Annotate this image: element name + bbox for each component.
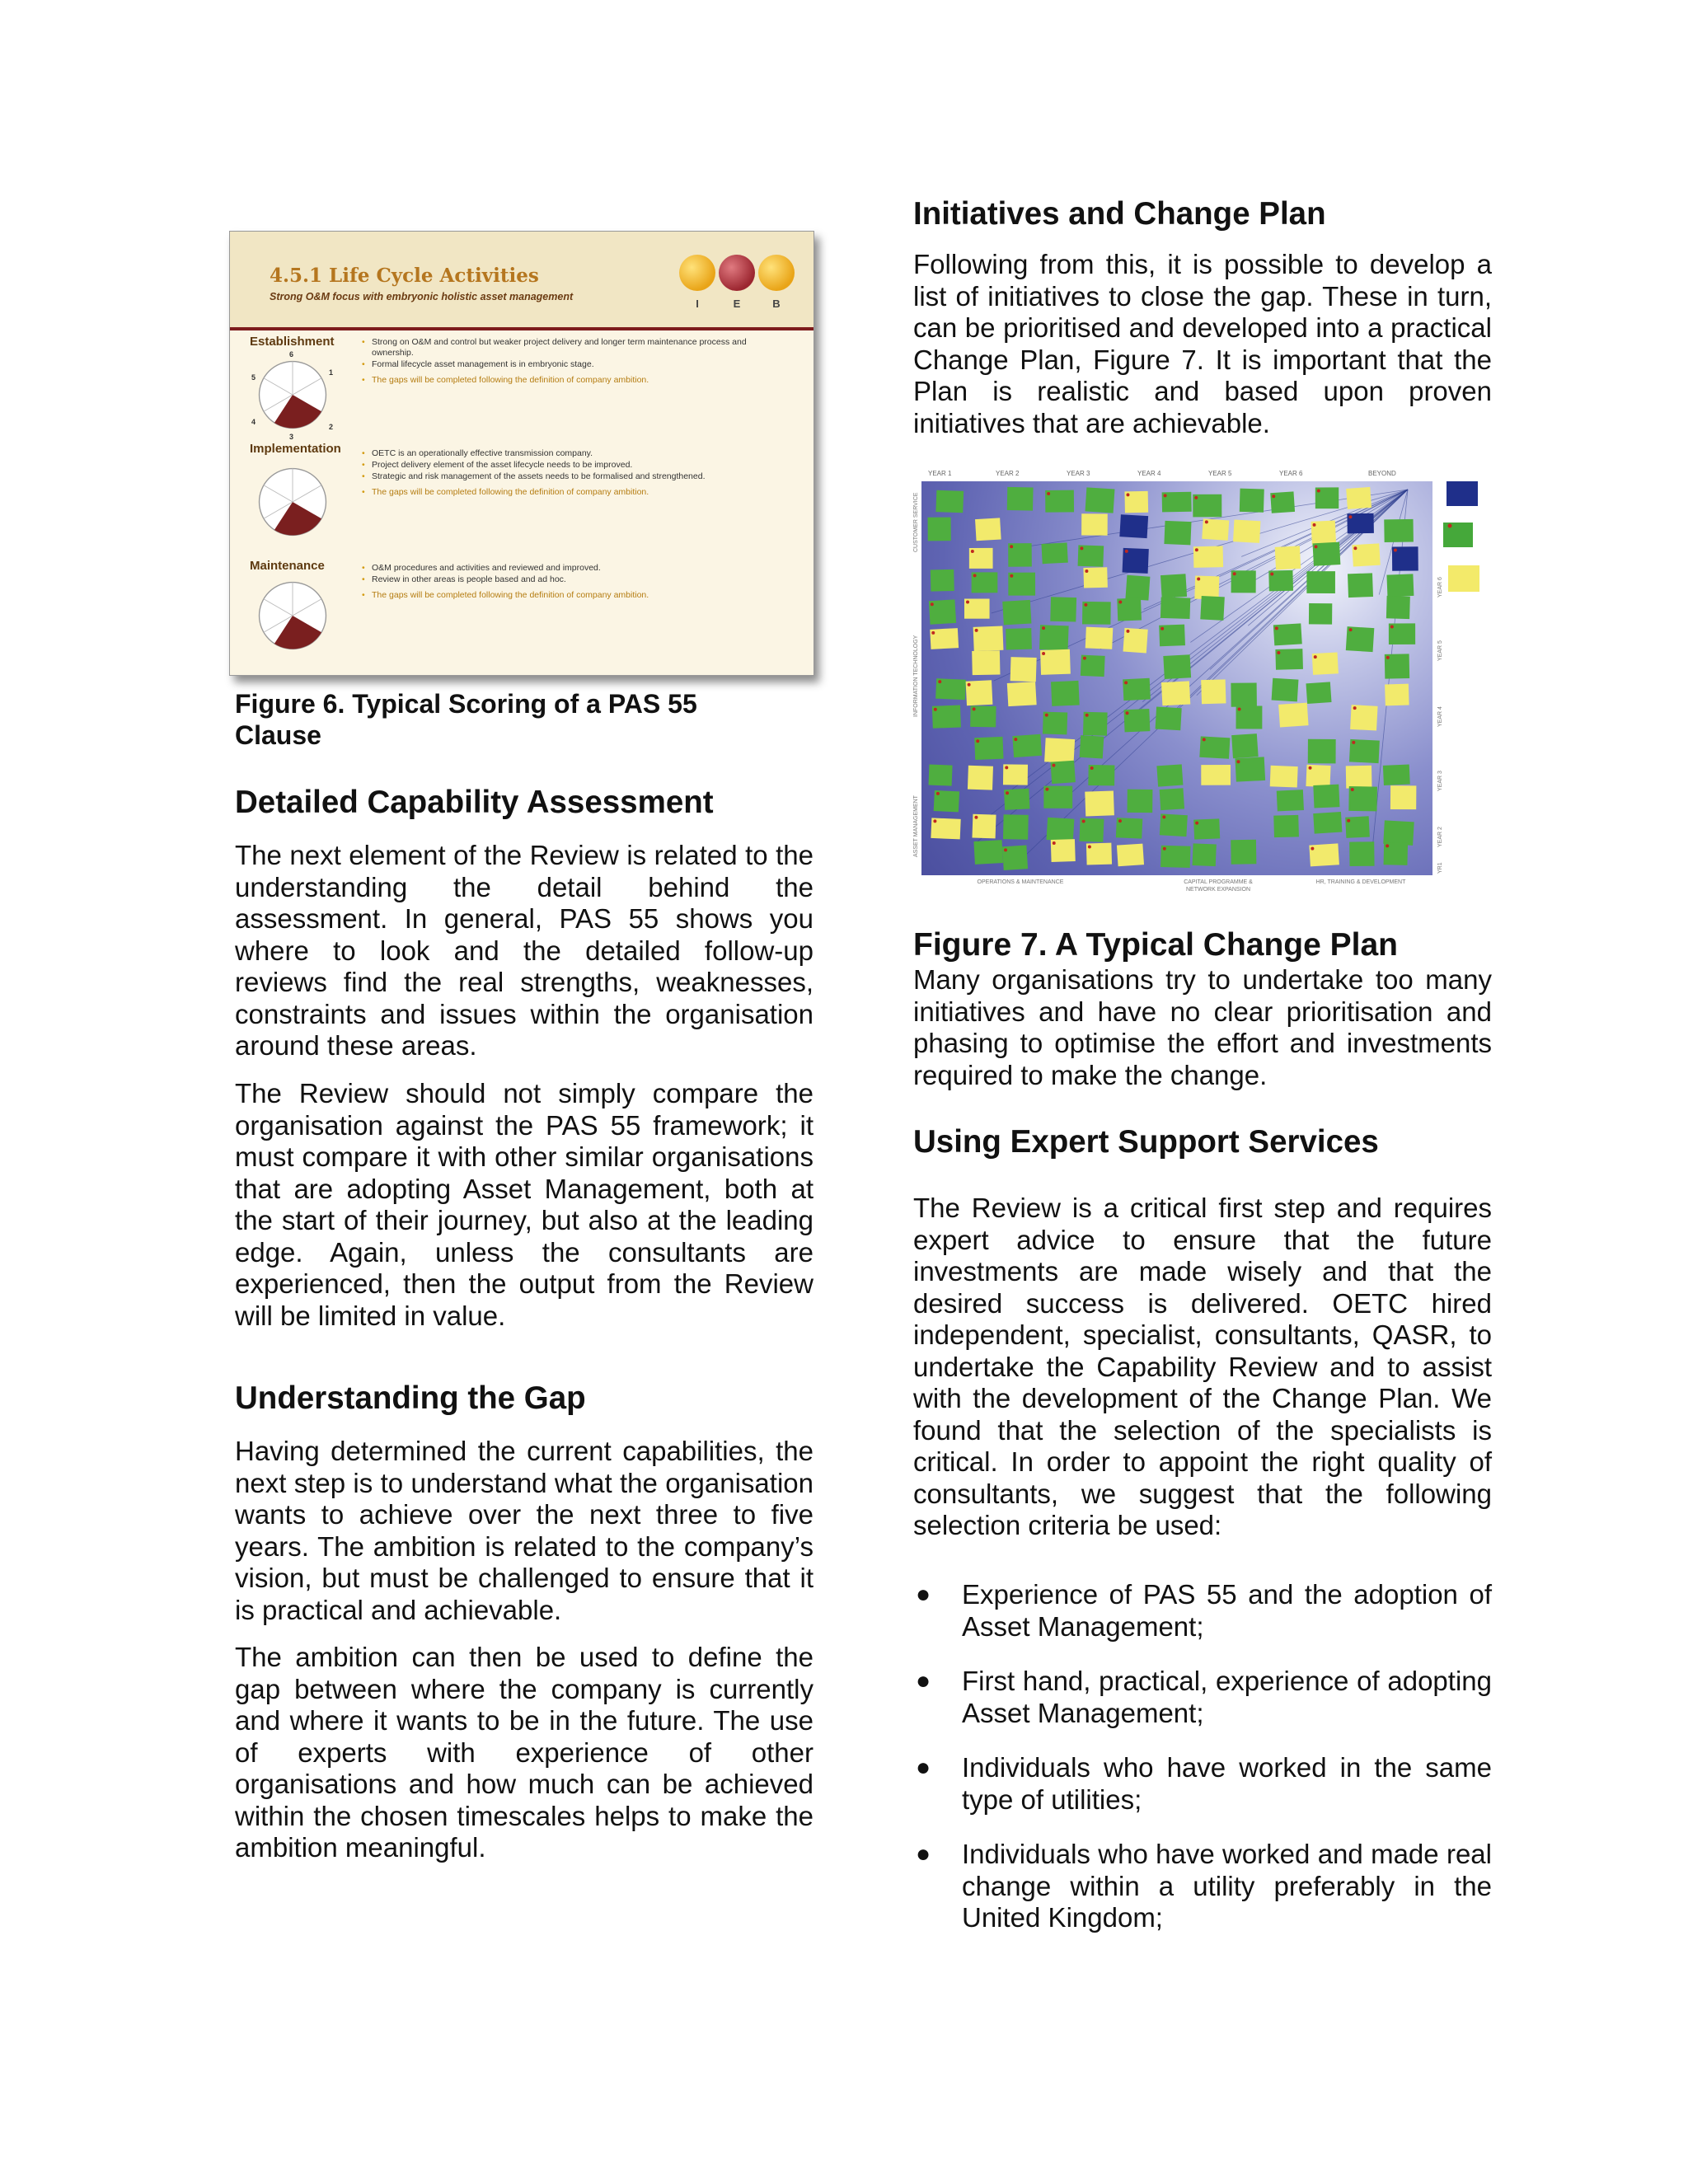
pin [1004, 848, 1007, 851]
list-item: • Strategic and risk management of the assets needs to be formalised and strengthened. [362, 471, 790, 482]
list-item: • The gaps will be completed following the definition of company ambition. [362, 487, 790, 498]
list-item: • OETC is an operationally effective transmission company. [362, 448, 790, 459]
change-plan-board [921, 481, 1432, 875]
pin [1118, 600, 1122, 603]
pin [1270, 573, 1273, 576]
sticky-note [1081, 513, 1108, 535]
list-item [913, 1579, 1492, 1643]
paragraph-detailed-1: The next element of the Review is related to the understanding the detail behind the assessment. In general, PAS 55 shows you where to look and the detailed follow-up reviews find the real strengths, weaknesses, constraints and issues within the organisation around these areas. [235, 840, 814, 1061]
list-item [913, 1839, 1492, 1934]
sticky-note [1275, 546, 1301, 569]
pin [1353, 546, 1357, 550]
sticky-note [1002, 600, 1031, 625]
pin [1390, 625, 1394, 628]
list-item: • Project delivery element of the asset lifecycle needs to be improved. [362, 460, 790, 471]
sticky-note [1352, 543, 1380, 566]
pin [1205, 520, 1208, 523]
pin [931, 631, 935, 635]
sticky-note [1003, 814, 1029, 840]
pin [1010, 574, 1013, 578]
pie-scale-labels [230, 232, 814, 675]
year-label: YEAR 1 [928, 470, 952, 477]
right-side-label: YEAR 5 [1437, 640, 1443, 661]
year-label: YEAR 6 [1279, 470, 1303, 477]
sticky-note [1125, 575, 1150, 601]
pie-scale-label: 4 [251, 418, 256, 426]
pin [1394, 549, 1397, 552]
pin [1233, 572, 1236, 575]
sticky-note [1390, 785, 1416, 809]
sticky-note [1046, 818, 1074, 841]
pin [1347, 819, 1350, 823]
section-establishment-title: Establishment [250, 335, 335, 349]
pin [1272, 494, 1275, 498]
sticky-note [1160, 597, 1190, 619]
pin [1203, 738, 1206, 741]
pin [1195, 548, 1198, 551]
pie-scale-label: 1 [329, 368, 334, 377]
pin [936, 792, 940, 795]
pin [973, 707, 976, 710]
sticky-note [1007, 682, 1037, 706]
pin [1313, 523, 1316, 527]
criterion-text: Individuals who have worked in the same type of utilities; [962, 1752, 1492, 1815]
sticky-note [1346, 766, 1372, 789]
pie-scale-label: 2 [329, 423, 334, 431]
sticky-note [1050, 597, 1076, 621]
pin [1162, 815, 1165, 818]
sticky-note [1119, 514, 1148, 538]
pin [1386, 844, 1389, 847]
sticky-note [1160, 574, 1187, 598]
sticky-note [935, 490, 964, 513]
sticky-note [1348, 573, 1373, 598]
list-item [913, 1752, 1492, 1816]
sticky-note [968, 766, 993, 790]
side-notes [1437, 478, 1494, 626]
pin [1163, 847, 1166, 851]
figure-6-subtitle: Strong O&M focus with embryonic holistic asset management [270, 291, 574, 302]
sticky-note [1161, 681, 1190, 705]
right-side-label: YR1 [1437, 862, 1443, 874]
criterion-text: First hand, practical, experience of adopting Asset Management; [962, 1666, 1492, 1728]
paragraph-initiatives: Following from this, it is possible to develop a list of initiatives to close the gap. These in turn, can be prioritised and developed into a practical Change Plan, Figure 7. It is important that the Plan is realistic and based upon proven initiatives that are achievable. [913, 249, 1492, 438]
pin [971, 550, 974, 553]
pin [1010, 545, 1013, 548]
pin [1006, 791, 1009, 794]
sticky-note [1277, 790, 1304, 811]
sticky-note [973, 840, 1003, 865]
sticky-note [1012, 734, 1042, 757]
sticky-note [1085, 627, 1114, 649]
sticky-note [928, 765, 952, 786]
pin [1085, 569, 1088, 573]
footer-label: HR, TRAINING & DEVELOPMENT [1315, 879, 1406, 885]
paragraph-gap-1: Having determined the current capabilities, the next step is to understand what the organisation wants to achieve over the next three to five years. The ambition is related to the company’s vision, but must be challenged to ensure that it is practical and achievable. [235, 1436, 814, 1625]
list-item: • The gaps will be completed following the definition of company ambition. [362, 375, 790, 386]
pie-scale-label: 6 [289, 350, 294, 359]
sticky-note [1200, 596, 1225, 621]
figure-6-title: 4.5.1 Life Cycle Activities [270, 265, 539, 287]
sticky-note [1386, 596, 1410, 619]
legend-b: B [772, 298, 781, 310]
sticky-note [928, 518, 951, 541]
paragraph-gap-2: The ambition can then be used to define the gap between where the company is currently and where it wants to be in the future. The use of experts with experience of other organisations and how much can be achieved within the chosen timescales helps to make the ambition meaningful. [235, 1642, 814, 1863]
sticky-note [1156, 764, 1183, 786]
sticky-note [1270, 766, 1298, 788]
pin [1386, 656, 1390, 659]
pin [1126, 493, 1129, 496]
pin [975, 629, 978, 632]
pin [1238, 707, 1241, 710]
pin [1352, 741, 1355, 744]
year-label: YEAR 3 [1067, 470, 1090, 477]
sticky-note [1309, 603, 1332, 625]
pin [933, 819, 936, 823]
pin [1309, 766, 1312, 770]
pin [968, 683, 971, 687]
pin [1236, 760, 1240, 763]
sticky-note [1278, 703, 1308, 728]
pin [1088, 845, 1091, 848]
sticky-note [1085, 790, 1114, 816]
sticky-note [931, 569, 954, 592]
sticky-note [1231, 840, 1256, 865]
bullet-dot: ● [916, 1581, 931, 1608]
figure-7-caption: Figure 7. A Typical Change Plan [913, 927, 1399, 963]
year-label: YEAR 4 [1137, 470, 1161, 477]
sticky-note [1006, 628, 1032, 649]
figure-7-image [913, 470, 1494, 894]
sticky-note [1231, 733, 1259, 758]
sticky-note [1160, 788, 1184, 810]
sticky-note [1128, 790, 1153, 813]
sticky-note [1117, 844, 1144, 867]
pie-scale-label: 3 [289, 433, 294, 441]
sticky-note [1384, 519, 1414, 542]
sticky-note [1386, 574, 1414, 597]
pin [934, 708, 937, 711]
pin [1053, 841, 1056, 845]
list-item: • Review in other areas is people based and ad hoc. [362, 574, 790, 585]
list-item: • Strong on O&M and control but weaker project delivery and longer term maintenance process and ownership. [362, 337, 790, 359]
connector-line [975, 490, 1408, 844]
year-label: YEAR 2 [996, 470, 1020, 477]
pin [966, 601, 969, 604]
sticky-note [1233, 520, 1260, 543]
pin [1014, 738, 1017, 741]
sticky-note [975, 518, 1001, 541]
sticky-note [1272, 678, 1299, 702]
sticky-note [1231, 682, 1257, 706]
pin [1315, 545, 1318, 548]
footer-label: CAPITAL PROGRAMME & NETWORK EXPANSION [1184, 879, 1253, 893]
pin [976, 739, 979, 743]
pin [1126, 630, 1129, 633]
pin [1275, 626, 1278, 630]
pin [1164, 494, 1167, 497]
sticky-note [1349, 841, 1374, 866]
sticky-note [1313, 812, 1342, 834]
right-side-label: YEAR 2 [1437, 827, 1443, 847]
pin [1160, 627, 1164, 630]
sticky-note [1273, 623, 1302, 645]
sticky-note [1273, 815, 1299, 837]
pin [1124, 681, 1128, 684]
heading-understanding-gap: Understanding the Gap [235, 1380, 586, 1416]
side-label: INFORMATION TECHNOLOGY [913, 635, 919, 717]
paragraph-detailed-2: The Review should not simply compare the organisation against the PAS 55 framework; it must compare it with other similar organisations that are adopting Asset Management, both at the start of their journey, but also at the leading edge. Again, unless the consultants are experienced, then the output from the Review will be limited in value. [235, 1078, 814, 1331]
right-side-label: YEAR 4 [1437, 706, 1443, 727]
sticky-note [1383, 764, 1410, 785]
sticky-note [1164, 521, 1191, 545]
sticky-note [1085, 487, 1115, 513]
criterion-text: Experience of PAS 55 and the adoption of Asset Management; [962, 1579, 1492, 1642]
pin [1084, 603, 1087, 607]
pin [1349, 628, 1353, 631]
sticky-note [1080, 735, 1104, 758]
bullet-dot: ● [916, 1840, 931, 1868]
sticky-note [1306, 571, 1335, 593]
heading-expert-support: Using Expert Support Services [913, 1124, 1379, 1160]
pin [1314, 655, 1317, 658]
pin [1311, 847, 1314, 851]
side-label: CUSTOMER SERVICE [913, 492, 919, 552]
footer-label: OPERATIONS & MAINTENANCE [977, 879, 1064, 885]
list-item: • The gaps will be completed following the definition of company ambition. [362, 590, 790, 601]
pin [1351, 788, 1354, 791]
selection-criteria-list [913, 1579, 1492, 1957]
sticky-note [1051, 681, 1080, 706]
pin [1052, 764, 1055, 767]
pin [1045, 788, 1048, 791]
pin [1125, 550, 1128, 553]
pin [1197, 577, 1200, 580]
side-label: ASSET MANAGEMENT [913, 795, 919, 857]
heading-initiatives: Initiatives and Change Plan [913, 196, 1326, 232]
bullet-dot: ● [916, 1754, 931, 1781]
pin [1195, 822, 1198, 825]
pin [1126, 711, 1129, 715]
criterion-text: Individuals who have worked and made real change within a utility preferably in the United Kingdom; [962, 1839, 1492, 1933]
pin [974, 816, 978, 819]
sticky-note [1156, 707, 1182, 731]
legend-e: E [733, 298, 741, 310]
sticky-note [1201, 679, 1226, 704]
sticky-note [1007, 487, 1034, 511]
figure-6-caption: Figure 6. Typical Scoring of a PAS 55 Clause [235, 689, 697, 750]
list-item [913, 1666, 1492, 1729]
heading-detailed-capability: Detailed Capability Assessment [235, 785, 714, 820]
sticky-note [1309, 843, 1339, 866]
list-item: • Formal lifecycle asset management is in embryonic stage. [362, 359, 790, 370]
pie-scale-label: 5 [251, 373, 256, 382]
paragraph-after-figure-7: Many organisations try to undertake too many initiatives and have no clear prioritisation and phasing to optimise the effort and investments required to make the change. [913, 964, 1492, 1090]
pin [1090, 766, 1094, 770]
pin [1348, 515, 1352, 518]
pin [1317, 489, 1320, 492]
pin [1085, 714, 1089, 717]
sticky-note [972, 650, 1000, 675]
pin [1045, 714, 1048, 717]
sticky-note [1193, 843, 1217, 866]
pin [973, 574, 977, 577]
sticky-note [1044, 738, 1075, 763]
pin [938, 680, 941, 683]
connector-line [974, 490, 1408, 827]
right-side-label: YEAR 3 [1437, 771, 1443, 791]
bullet-dot: ● [916, 1667, 931, 1694]
year-label: BEYOND [1368, 470, 1396, 477]
pin [1353, 706, 1357, 710]
sticky-note [1383, 820, 1414, 845]
paragraph-expert-support: The Review is a critical first step and requires expert advice to ensure that the future investments are made wisely and that the desired success is delivered. OETC hired independent, specialist, consultants, QASR, to undertake the Capability Review and to assist with the development of the Change Plan. We found that the selection of the specialists is critical. In order to appoint the right quality of consultants, we suggest that the following selection criteria be used: [913, 1193, 1492, 1540]
pin [931, 602, 934, 606]
sticky-notes-layer [921, 481, 1432, 875]
pin [1082, 819, 1085, 823]
pin [1083, 657, 1086, 660]
year-label: YEAR 5 [1208, 470, 1232, 477]
sticky-note [1163, 654, 1191, 679]
pin [1194, 496, 1198, 499]
right-side-label: YEAR 6 [1437, 577, 1443, 598]
pin [1042, 652, 1045, 655]
section-implementation-title: Implementation [250, 442, 341, 456]
list-item: • O&M procedures and activities and reviewed and improved. [362, 563, 790, 574]
sticky-note [1308, 739, 1336, 764]
pin [1277, 651, 1280, 654]
sticky-note [1201, 765, 1231, 785]
sticky-note [1240, 489, 1264, 513]
pin [1118, 819, 1122, 823]
legend-i: I [696, 298, 699, 310]
sticky-note [1306, 682, 1331, 704]
sticky-note [930, 628, 959, 649]
sticky-note [1313, 785, 1339, 808]
section-maintenance-title: Maintenance [250, 559, 325, 573]
sticky-note [1346, 487, 1372, 509]
pin [1080, 546, 1083, 550]
sticky-note [1385, 684, 1409, 706]
sticky-note [1010, 657, 1037, 682]
pin [1005, 766, 1008, 769]
sticky-note [1041, 542, 1067, 564]
pin [1047, 492, 1050, 495]
figure-6-image [229, 231, 814, 676]
pin [1042, 626, 1045, 630]
